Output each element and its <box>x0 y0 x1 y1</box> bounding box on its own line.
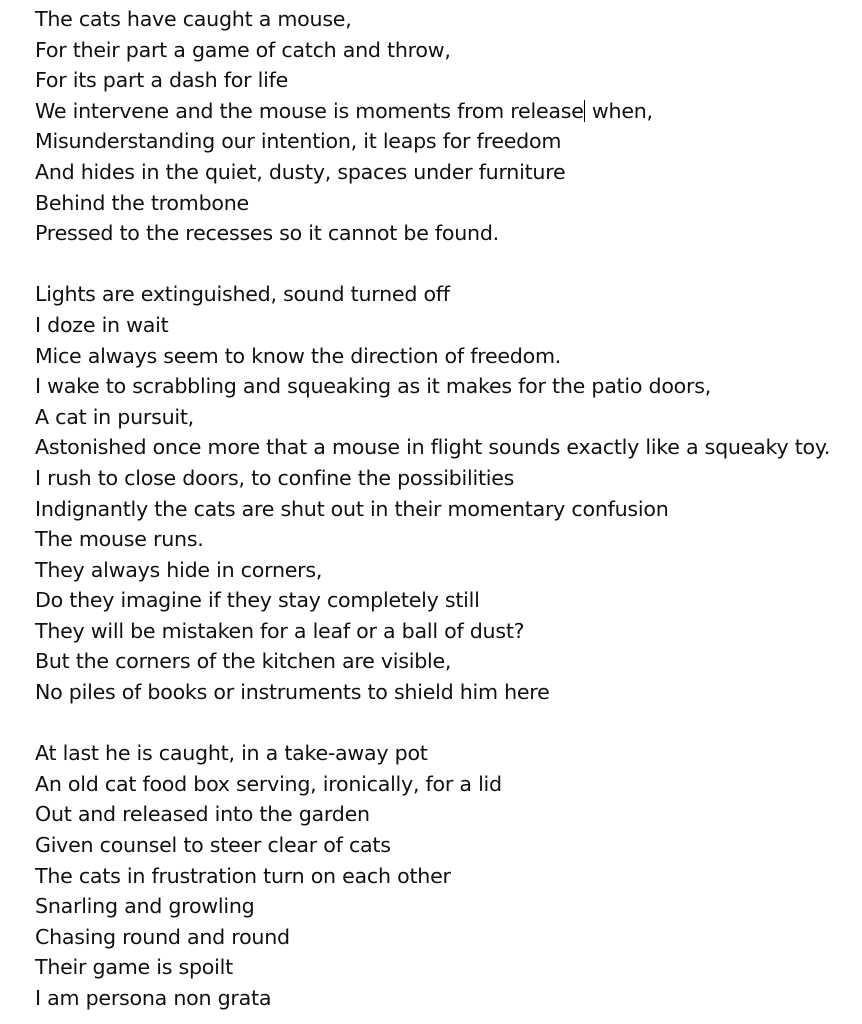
poem-line: Lights are extinguished, sound turned off <box>35 282 450 307</box>
poem-line: I doze in wait <box>35 312 169 337</box>
poem-line-with-cursor <box>35 96 858 127</box>
poem-line: But the corners of the kitchen are visible, <box>35 649 452 674</box>
poem-line: Out and released into the garden <box>35 802 370 827</box>
poem-line: Their game is spoilt <box>35 955 233 980</box>
line-text-after-cursor: when, <box>585 98 653 123</box>
stanza-1 <box>35 4 858 249</box>
poem-line: At last he is caught, in a take-away pot <box>35 741 428 766</box>
poem-line: No piles of books or instruments to shield him here <box>35 680 550 705</box>
poem-line: Pressed to the recesses so it cannot be found. <box>35 221 499 246</box>
poem-line: An old cat food box serving, ironically, for a lid <box>35 771 502 796</box>
poem-line: Behind the trombone <box>35 190 249 215</box>
poem-line: A cat in pursuit, <box>35 404 194 429</box>
poem-line: The mouse runs. <box>35 527 204 552</box>
poem-line: They always hide in corners, <box>35 557 323 582</box>
poem-line: Indignantly the cats are shut out in their momentary confusion <box>35 496 669 521</box>
poem-line: For their part a game of catch and throw, <box>35 37 451 62</box>
poem-line: Given counsel to steer clear of cats <box>35 833 391 858</box>
poem-line: And hides in the quiet, dusty, spaces under furniture <box>35 159 566 184</box>
text-cursor <box>584 100 585 122</box>
poem-line: I rush to close doors, to confine the possibilities <box>35 465 515 490</box>
poem-line: Misunderstanding our intention, it leaps for freedom <box>35 129 562 154</box>
poem-line: For its part a dash for life <box>35 68 288 93</box>
poem-line: Mice always seem to know the direction of freedom. <box>35 343 562 368</box>
stanza-2 <box>35 279 858 707</box>
poem-line: I wake to scrabbling and squeaking as it makes for the patio doors, <box>35 374 712 399</box>
poem-line: Do they imagine if they stay completely still <box>35 588 480 613</box>
poem-line: The cats in frustration turn on each other <box>35 863 451 888</box>
stanza-3 <box>35 738 858 1013</box>
poem-document[interactable] <box>35 4 858 1014</box>
poem-line: Chasing round and round <box>35 924 290 949</box>
poem-line: I am persona non grata <box>35 986 272 1010</box>
poem-line: Astonished once more that a mouse in flight sounds exactly like a squeaky toy. <box>35 435 831 460</box>
poem-line: Snarling and growling <box>35 894 255 919</box>
poem-line: They will be mistaken for a leaf or a ball of dust? <box>35 618 525 643</box>
poem-line: The cats have caught a mouse, <box>35 7 352 31</box>
line-text-before-cursor: We intervene and the mouse is moments from release <box>35 98 584 123</box>
